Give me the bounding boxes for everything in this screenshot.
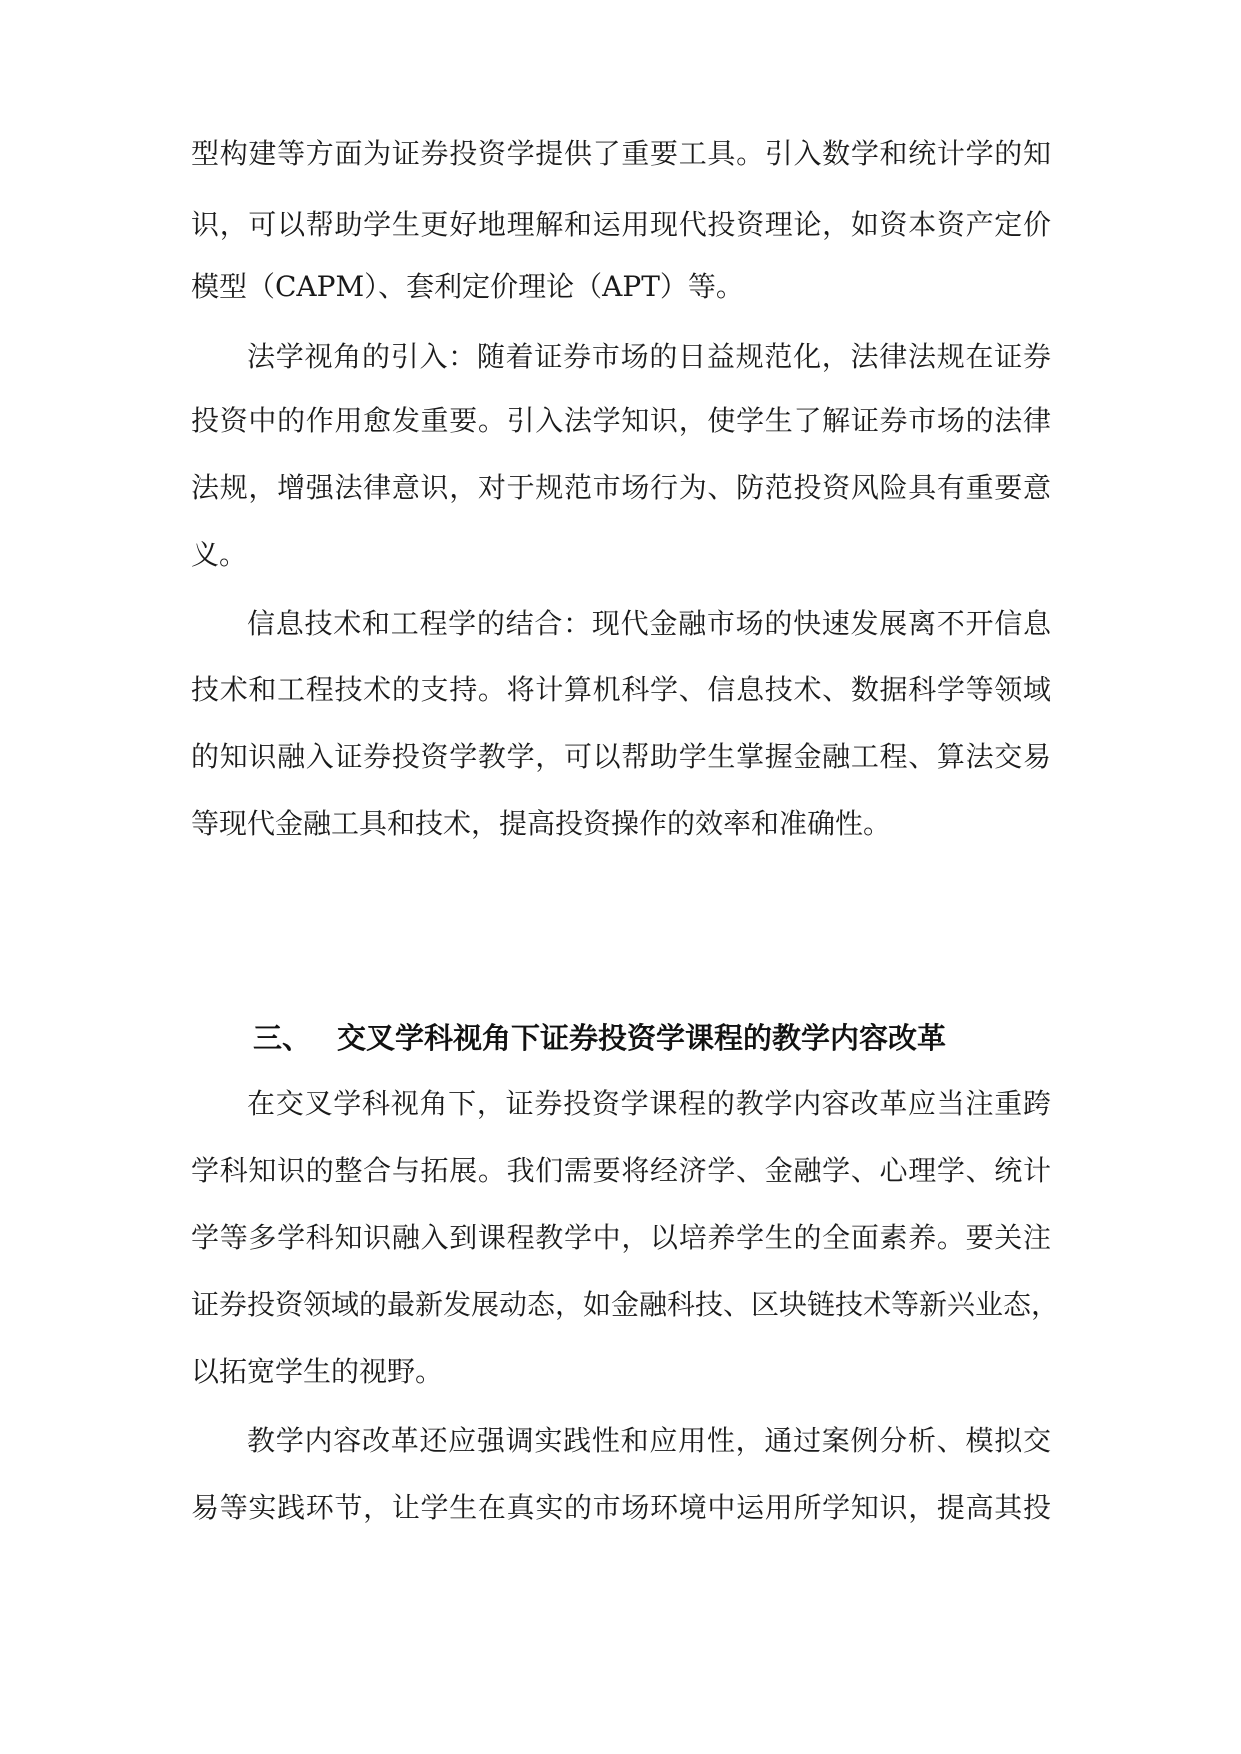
paragraph-line: 的知识融入证券投资学教学，可以帮助学生掌握金融工程、算法交易	[191, 740, 1051, 773]
section-number: 三、	[253, 1021, 312, 1055]
paragraph-line: 等现代金融工具和技术，提高投资操作的效率和准确性。	[191, 807, 892, 840]
paragraph-line: 学科知识的整合与拓展。我们需要将经济学、金融学、心理学、统计	[191, 1154, 1051, 1187]
paragraph-line: 模型（CAPM）、套利定价理论（APT）等。	[191, 270, 744, 303]
paragraph-line: 学等多学科知识融入到课程教学中，以培养学生的全面素养。要关注	[191, 1221, 1051, 1254]
paragraph-line: 易等实践环节，让学生在真实的市场环境中运用所学知识，提高其投	[191, 1491, 1051, 1524]
paragraph-line: 信息技术和工程学的结合：现代金融市场的快速发展离不开信息	[247, 607, 1051, 640]
paragraph-line: 识，可以帮助学生更好地理解和运用现代投资理论，如资本资产定价	[191, 208, 1051, 241]
section-title: 交叉学科视角下证券投资学课程的教学内容改革	[337, 1021, 947, 1055]
paragraph-line: 在交叉学科视角下，证券投资学课程的教学内容改革应当注重跨	[247, 1087, 1051, 1120]
paragraph-line: 技术和工程技术的支持。将计算机科学、信息技术、数据科学等领域	[191, 673, 1051, 706]
paragraph-line: 以拓宽学生的视野。	[191, 1355, 444, 1388]
paragraph-line: 证券投资领域的最新发展动态，如金融科技、区块链技术等新兴业态，	[191, 1288, 1060, 1321]
paragraph-line: 教学内容改革还应强调实践性和应用性，通过案例分析、模拟交	[247, 1424, 1051, 1457]
paragraph-line: 义。	[191, 538, 248, 571]
paragraph-line: 法学视角的引入：随着证券市场的日益规范化，法律法规在证券	[247, 340, 1051, 373]
paragraph-line: 型构建等方面为证券投资学提供了重要工具。引入数学和统计学的知	[191, 137, 1051, 170]
paragraph-line: 法规，增强法律意识，对于规范市场行为、防范投资风险具有重要意	[191, 471, 1051, 504]
paragraph-line: 投资中的作用愈发重要。引入法学知识，使学生了解证券市场的法律	[191, 404, 1051, 437]
section-heading	[253, 1016, 1033, 1060]
